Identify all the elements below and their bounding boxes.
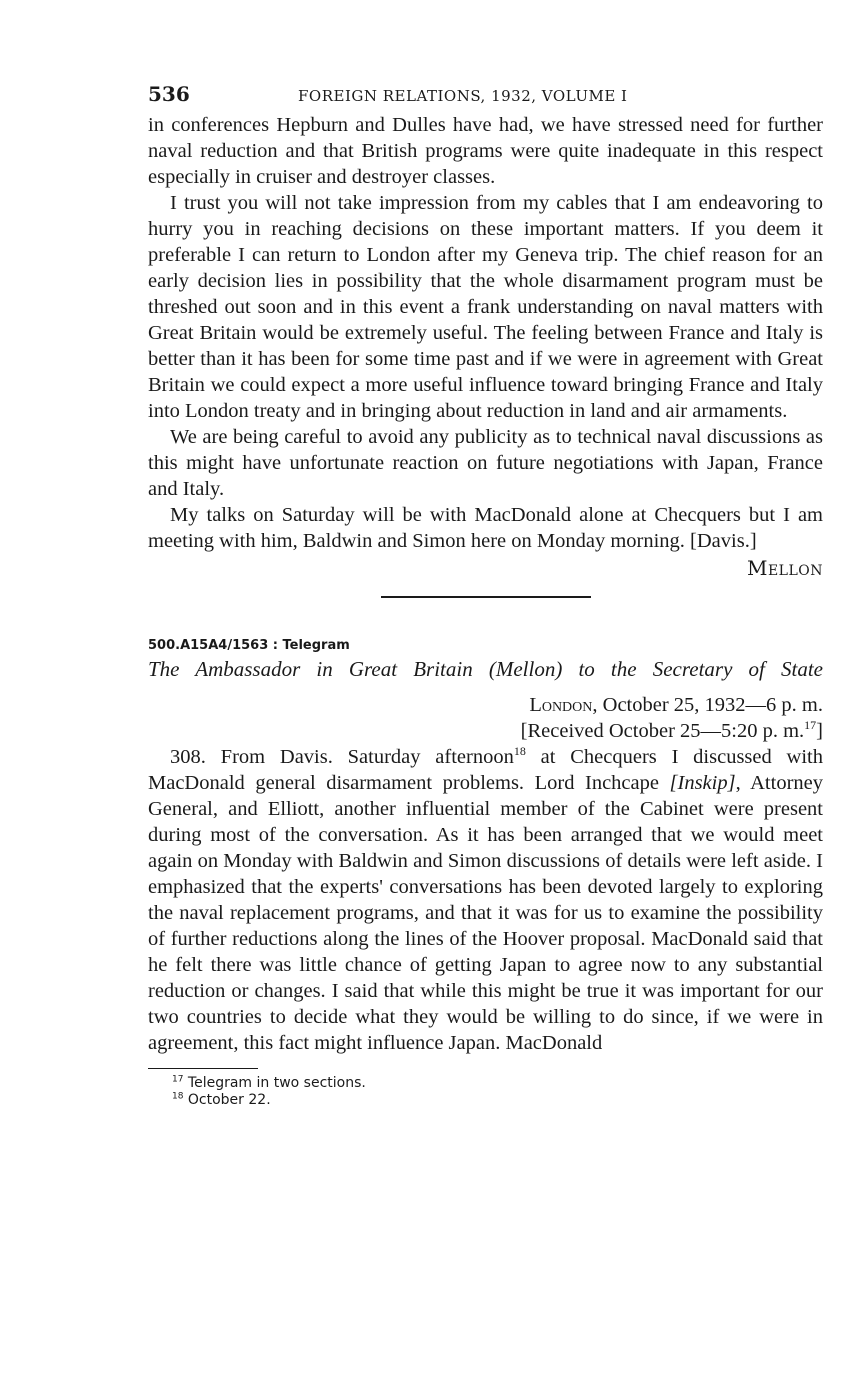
editorial-correction: [Inskip] — [669, 771, 736, 794]
section-divider — [381, 596, 591, 598]
second-document-body — [148, 744, 823, 1056]
file-reference: 500.A15A4/1563 : Telegram — [148, 637, 350, 653]
first-document-body — [148, 112, 823, 554]
document-heading: The Ambassador in Great Britain (Mellon) to the Secretary of State — [148, 656, 823, 681]
received-text: [Received October 25—5:20 p. m. — [520, 719, 805, 742]
paragraph: in conferences Hepburn and Dulles have had, we have stressed need for further naval reduction and that British programs were quite inadequate in this respect especially in cruiser and destroyer classes. — [148, 114, 823, 188]
footnote — [172, 1092, 823, 1109]
footnote-text: Telegram in two sections. — [183, 1075, 366, 1091]
paragraph: My talks on Saturday will be with MacDonald alone at Checquers but I am meeting with him, Baldwin and Simon here on Monday morning. [Davis.] — [148, 504, 823, 552]
running-title: FOREIGN RELATIONS, 1932, VOLUME I — [298, 87, 628, 105]
footnote-divider — [148, 1068, 258, 1070]
dateline-sent — [148, 692, 823, 718]
body-part-3: , Attorney General, and Elliott, another influential member of the Cabinet were present during most of the conversation. As it has been arranged that we would meet again on Monday with Baldwin and Simon discussions of details were left aside. I emphasized that the experts' conversations has been devoted largely to exploring the naval replacement programs, and that it was for us to examine the possibility of further reductions along the lines of the Hoover proposal. MacDonald said that he felt there was little chance of getting Japan to agree now to any substantial reduction or changes. I said that while this might be true it was important for our two countries to decide what they would be willing to do since, if we were in agreement, this fact might influence Japan. MacDonald — [148, 771, 823, 1054]
page — [148, 82, 823, 1109]
body-part-2: at Checquers I discussed with MacDonald general disarmament problems. Lord Inchcape — [148, 745, 824, 794]
paragraph — [148, 744, 823, 1056]
footnote-marker: 17 — [804, 717, 817, 732]
signature: Mellon — [746, 556, 823, 580]
footnote-text: October 22. — [183, 1092, 271, 1108]
received-close: ] — [816, 719, 823, 742]
page-number: 536 — [148, 82, 190, 106]
footnote-number: 18 — [172, 1091, 184, 1102]
dateline-place: London — [529, 693, 593, 716]
footnote-number: 17 — [172, 1074, 184, 1085]
paragraph: I trust you will not take impression from my cables that I am endeavoring to hurry you in reaching decisions on these important matters. If you deem it preferable I can return to London after my Geneva trip. The chief reason for an early decision lies in possibility that the whole disarmament program must be threshed out soon and in this event a frank understanding on naval matters with Great Britain would be extremely useful. The feeling between France and Italy is better than it has been for some time past and if we were in agreement with Great Britain we could expect a more useful influence toward bringing France and Italy into London treaty and in bringing about reduction in land and air armaments. — [148, 192, 823, 422]
dateline-date: , October 25, 1932—6 p. m. — [592, 693, 823, 716]
dateline-received — [148, 718, 823, 744]
footnote-marker: 18 — [513, 743, 526, 758]
dateline — [148, 692, 823, 744]
paragraph: We are being careful to avoid any publicity as to technical naval discussions as this might have unfortunate reaction on future negotiations with Japan, France and Italy. — [148, 426, 823, 500]
running-head — [148, 82, 823, 112]
footnotes — [148, 1075, 823, 1109]
body-part-1: 308. From Davis. Saturday afternoon — [170, 745, 514, 768]
footnote — [172, 1075, 823, 1092]
